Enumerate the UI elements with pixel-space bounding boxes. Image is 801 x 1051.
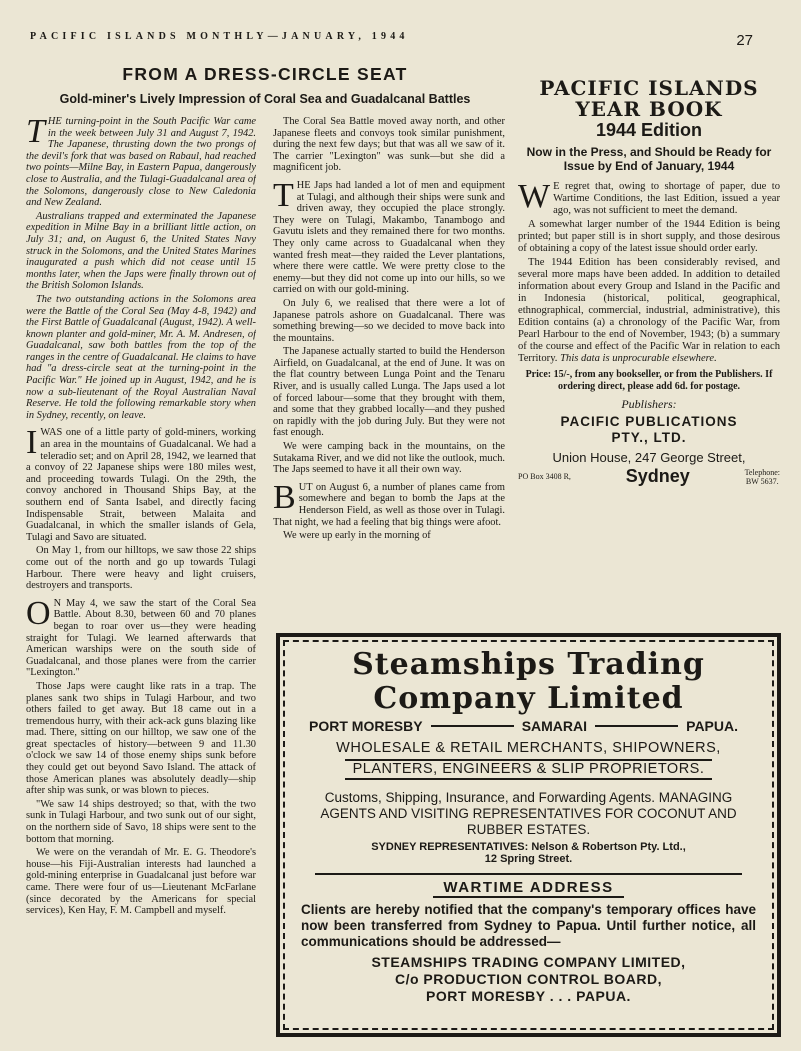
yearbook-paragraph: A somewhat larger number of the 1944 Edition is being printed; but paper still is in short supply, and those desirous of obtaining a copy of the latest issue should order early. bbox=[518, 218, 780, 254]
port-name: PAPUA. bbox=[686, 718, 738, 734]
publisher-name: PACIFIC PUBLICATIONS bbox=[560, 414, 738, 430]
yearbook-emphasis: This data is unprocurable elsewhere. bbox=[560, 352, 717, 364]
port-name: PORT MORESBY bbox=[309, 718, 423, 734]
yearbook-status: Now in the Press, and Should be Ready for Issue by End of January, 1944 bbox=[526, 144, 772, 173]
body-paragraph: On July 6, we realised that there were a lot of Japanese patrols ashore on Guadalcanal. There was something brewing—so we decided to move back into the mountains. bbox=[273, 297, 505, 344]
body-paragraph: On May 1, from our hilltops, we saw those 22 ships come out of the north and go up towards Tulagi Harbour. There were heavy and light cruisers, destroyers and transports. bbox=[26, 545, 256, 592]
company-name-line1: Steamships Trading bbox=[352, 647, 705, 682]
divider bbox=[315, 873, 742, 875]
body-paragraph: IWAS one of a little party of gold-miners, working an area in the mountains of Guadalcanal. We had a teleradio set; and on April 28, 1942, we learned that a convoy of 22 Japanese ships were 180 miles west, and proceeding towards Tulagi. On the 29th, the convoy anchored in Thousand Ships Bay, at the southern end of Santa Isabel, and directly facing Indispensable Strait, between Malaita and Guadalcanal, in which the smaller islands of Gela, Tulagi and Savo are situated. bbox=[26, 424, 256, 543]
business-line: WHOLESALE & RETAIL MERCHANTS, SHIPOWNERS, bbox=[336, 740, 721, 756]
advert-border bbox=[283, 640, 774, 1030]
page-number: 27 bbox=[736, 32, 753, 49]
publisher-name-suffix: PTY., LTD. bbox=[611, 430, 687, 446]
article-column-2 bbox=[273, 116, 505, 636]
yearbook-title-line2: YEAR BOOK bbox=[575, 97, 723, 121]
publishers-label: Publishers: bbox=[621, 396, 677, 411]
body-paragraph: Those Japs were caught like rats in a trap. The planes sank two ships in Tulagi Harbour, and two others failed to get away. But 18 came out in a tremendous hurry, with their ack-ack guns blazing like mad. There, sitting on our hilltop, we saw one of the great spectacles of history—between 9 and 11.30 o'clock we saw 14 of those enemy ships sunk before they could get out beyond Savo Island. The attack of those American planes was absolutely deadly—ship after ship was sunk, or was blown to pieces. bbox=[26, 680, 256, 797]
yearbook-paragraph: W E regret that, owing to shortage of paper, due to Wartime Conditions, the last Edition, issued a year ago, was not sufficient to meet the demand. bbox=[518, 177, 780, 216]
ports-row bbox=[309, 718, 738, 734]
body-paragraph: We were on the verandah of Mr. E. G. Theodore's house—his Fiji-Australian interests had launched a gold-mining enterprise in Guadalcanal just before war came. There were four of us—Lieutenant McFarlane (since decorated by the Americans for special services), Ken Hay, F. M. Campbell and myself. bbox=[26, 847, 256, 917]
publisher-city: Sydney bbox=[625, 465, 690, 486]
article-subtitle: Gold-miner's Lively Impression of Coral Sea and Guadalcanal Battles bbox=[59, 92, 471, 106]
publisher-contact-row bbox=[518, 465, 780, 486]
yearbook-price: Price: 15/-, from any bookseller, or from the Publishers. If ordering direct, please add 6d. for postage. bbox=[525, 368, 773, 392]
wartime-address-heading: WARTIME ADDRESS bbox=[301, 879, 756, 896]
services-text: Customs, Shipping, Insurance, and Forwarding Agents. MANAGING AGENTS AND VISITING REPRESENTATIVES FOR COCONUT AND RUBBER ESTATES. bbox=[320, 790, 737, 837]
po-box: PO Box 3408 R, bbox=[518, 471, 571, 481]
yearbook-advert bbox=[518, 78, 780, 623]
steamships-advert bbox=[276, 633, 781, 1037]
publisher-address: Union House, 247 George Street, bbox=[552, 450, 746, 466]
body-paragraph: We were up early in the morning of bbox=[283, 530, 431, 542]
yearbook-title-line1: PACIFIC ISLANDS bbox=[539, 78, 759, 100]
company-name-line2: Company Limited bbox=[373, 681, 684, 716]
body-paragraph: BUT on August 6, a number of planes came from somewhere and began to bomb the Japs at the Henderson Field, as well as those over in Tulagi. That night, we had a feeling that big things were afoot. bbox=[273, 478, 505, 528]
article-intro bbox=[26, 116, 256, 421]
yearbook-paragraph: The 1944 Edition has been considerably revised, and several more maps have been added. In addition to detailed information about every Group and Island in the Pacific and in Indonesia (historical, political, geographical, ethnographical, commercial, industrial, administrative), this Edition contains (a) a chronology of the Pacific War, from Pearl Harbour to the end of November, 1943; (b) a summary of the course and effect of the Pacific War in relation to each Territory. This data is unprocurable elsewhere. bbox=[518, 256, 780, 364]
running-title: PACIFIC ISLANDS MONTHLY—JANUARY, 1944 bbox=[30, 31, 409, 42]
wartime-address: STEAMSHIPS TRADING COMPANY LIMITED, C/o PRODUCTION CONTROL BOARD, PORT MORESBY . . . PAPUA. bbox=[371, 954, 686, 1004]
article-column-1 bbox=[26, 116, 256, 1041]
drop-cap: T bbox=[26, 116, 45, 150]
body-paragraph: We were camping back in the mountains, on the Sutakama River, and we did not like the outlook, much. The Japs seemed to have it all their own way. bbox=[273, 441, 505, 476]
body-paragraph: The Coral Sea Battle moved away north, and other Japanese fleets and convoys took similar punishment, during the next few days; but that was all we saw of it. The carrier "Lexington" was sunk—but she did a magnificent job. bbox=[273, 116, 505, 174]
intro-paragraph: THE turning-point in the South Pacific War came in the week between July 31 and August 7, 1942. The Japanese, thrusting down the two prongs of the devil's fork that was based on Rabaul, had reached two points—Milne Bay, in Eastern Papua, dangerously close to Australia, and the Tulagi-Guadalcanal area of the Solomons, dangerously close to New Caledonia and New Zealand. bbox=[26, 116, 256, 209]
drop-cap: O bbox=[26, 594, 51, 632]
telephone: Telephone: BW 5637. bbox=[744, 467, 780, 486]
divider bbox=[431, 725, 514, 727]
article-title: FROM A DRESS-CIRCLE SEAT bbox=[122, 64, 408, 84]
body-paragraph: The Japanese actually started to build the Henderson Airfield, on Guadalcanal, at the end of June. It was on the flat country between Lunga Point and the Tenaru River, and is usually called Lunga. The Japs used a lot of forced labour—some that they brought with them, and some that they grabbed locally—and they pushed on rapidly with the job during July. But they were not fast enough. bbox=[273, 346, 505, 439]
drop-cap: T bbox=[273, 176, 294, 214]
drop-cap: B bbox=[273, 478, 296, 516]
body-paragraph: "We saw 14 ships destroyed; so that, with the two sunk in Tulagi Harbour, and two sunk out of our sight, on the northern side of Savo, 18 ships were sent to the bottom that morning. bbox=[26, 798, 256, 845]
sydney-representatives: SYDNEY REPRESENTATIVES: Nelson & Robertson Pty. Ltd., 12 Spring Street. bbox=[371, 841, 686, 865]
body-paragraph: O N May 4, we saw the start of the Coral Sea Battle. About 8.30, between 60 and 70 planes began to roar over us—they were heading straight for Tulagi. We learned afterwards that American warships were on the south side of Guadalcanal, and those planes were from the carrier "Lexington." bbox=[26, 594, 256, 679]
port-name: SAMARAI bbox=[521, 718, 588, 734]
drop-cap: W bbox=[518, 177, 551, 215]
wartime-notice: Clients are hereby notified that the company's temporary offices have now been transferred from Sydney to Papua. Until further notice, all communications should be addressed— bbox=[301, 902, 756, 949]
intro-paragraph: The two outstanding actions in the Solomons area were the Battle of the Coral Sea (May 4-8, 1942) and the First Battle of Guadalcanal (August, 1942). A well-known planter and gold-miner, Mr. A. M. Andresen, of Guadalcanal, saw both battles from the top of the ranges in the centre of Guadalcanal. He claims to have had "a dress-circle seat at the turning-point in the Pacific War." He joined up in August, 1942, and he is now a sub-lieutenant of the Royal Australian Naval Reserve. He told the following remarkable story when in Sydney, recently, on leave. bbox=[26, 293, 256, 421]
yearbook-edition: 1944 Edition bbox=[595, 120, 703, 140]
divider bbox=[595, 725, 678, 727]
body-paragraph: THE Japs had landed a lot of men and equipment at Tulagi, and although their ships were sunk and driven away, they occupied the place strongly. They were on Tulagi, Makambo, Tanambogo and Gavutu islets and they remained there for two months. They only came across to Guadalcanal when they wanted fresh meat—they raided the Lever plantations, where there were cattle. We were pretty close to the enemy—but they did not come up into our hills, so we carried on with our gold-mining. bbox=[273, 176, 505, 296]
drop-cap: I bbox=[26, 424, 38, 462]
intro-paragraph: Australians trapped and exterminated the Japanese expedition in Milne Bay in a brilliant little action, on July 31; and, on August 6, the United States Navy struck in the Solomons, and the United States Marines inaugurated a push which did not cease until 15 months later, when the Japs were finally thrown out of the British Solomon Islands. bbox=[26, 210, 256, 292]
business-line: PLANTERS, ENGINEERS & SLIP PROPRIETORS. bbox=[301, 757, 756, 790]
